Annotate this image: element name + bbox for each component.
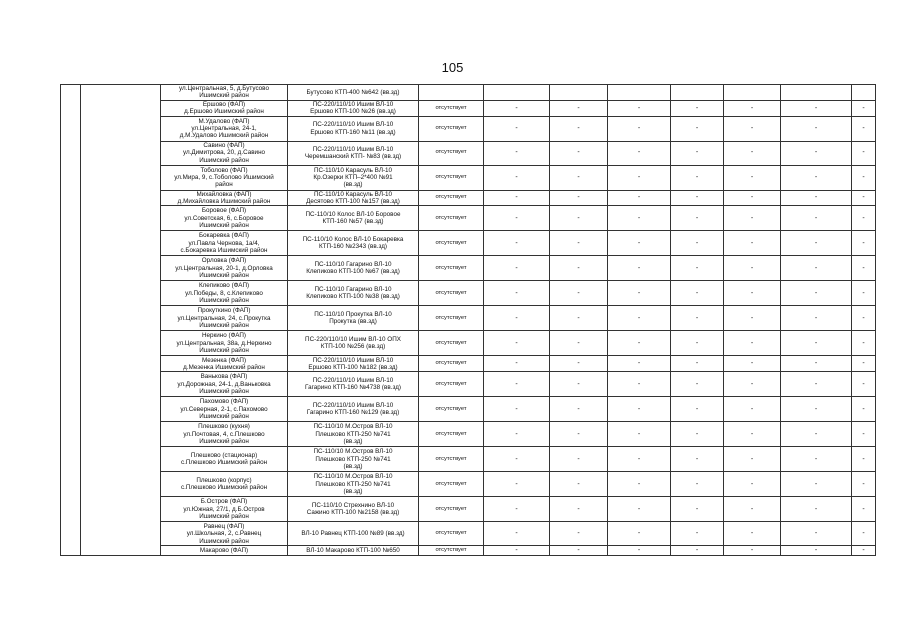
- value-cell: -: [671, 356, 724, 372]
- value-cell: -: [852, 306, 876, 331]
- value-cell: -: [608, 522, 671, 546]
- value-cell: -: [724, 206, 781, 231]
- table-row: [61, 356, 876, 372]
- value-cell: -: [671, 497, 724, 522]
- facility-address-cell: Плешково (стационар) с.Плешково Ишимский район: [161, 447, 288, 472]
- value-cell: -: [724, 546, 781, 556]
- value-cell: -: [550, 397, 608, 422]
- value-cell: -: [852, 447, 876, 472]
- power-source-cell: Бутусово КТП-400 №642 (вв.зд): [288, 85, 419, 101]
- value-cell: -: [852, 397, 876, 422]
- value-cell: -: [781, 231, 852, 256]
- power-source-cell: ПС-220/110/10 Ишим ВЛ-10 ОПХ КТП-100 №256 (вв.зд): [288, 331, 419, 356]
- value-cell: -: [724, 231, 781, 256]
- value-cell: -: [852, 331, 876, 356]
- facility-address-cell: Неркино (ФАП) ул.Центральная, 38а, д.Неркино Ишимский район: [161, 331, 288, 356]
- value-cell: -: [671, 206, 724, 231]
- facility-address-cell: Б.Остров (ФАП) ул.Южная, 27/1, д.Б.Остров Ишимский район: [161, 497, 288, 522]
- power-source-cell: ПС-110/10 М.Остров ВЛ-10 Плешково КТП-250 №741 (вв.зд): [288, 422, 419, 447]
- value-cell: -: [550, 522, 608, 546]
- value-cell: -: [781, 546, 852, 556]
- status-cell: отсутствует: [419, 397, 484, 422]
- value-cell: -: [550, 281, 608, 306]
- value-cell: -: [781, 356, 852, 372]
- value-cell: [852, 85, 876, 101]
- facility-address-cell: Боровое (ФАП) ул.Советская, 6, с.Боровое Ишимский район: [161, 206, 288, 231]
- table-row: [61, 165, 876, 190]
- facility-address-cell: Мезенка (ФАП) д.Мезенка Ишимский район: [161, 356, 288, 372]
- value-cell: -: [550, 372, 608, 397]
- value-cell: -: [724, 281, 781, 306]
- value-cell: -: [671, 331, 724, 356]
- power-source-cell: ПС-220/110/10 Ишим ВЛ-10 Гагарино КТП-160 №129 (вв.зд): [288, 397, 419, 422]
- facility-address-cell: Савино (ФАП) ул.Димитрова, 20, д.Савино Ишимский район: [161, 141, 288, 165]
- status-cell: отсутствует: [419, 522, 484, 546]
- value-cell: -: [484, 447, 550, 472]
- value-cell: -: [781, 306, 852, 331]
- value-cell: -: [608, 372, 671, 397]
- value-cell: -: [608, 190, 671, 206]
- value-cell: -: [852, 356, 876, 372]
- status-cell: отсутствует: [419, 372, 484, 397]
- value-cell: -: [608, 116, 671, 141]
- value-cell: -: [608, 306, 671, 331]
- status-cell: отсутствует: [419, 165, 484, 190]
- value-cell: -: [671, 447, 724, 472]
- value-cell: -: [852, 281, 876, 306]
- value-cell: -: [724, 522, 781, 546]
- value-cell: -: [484, 281, 550, 306]
- value-cell: -: [608, 422, 671, 447]
- power-source-cell: ПС-110/10 Гагарино ВЛ-10 Клепиково КТП-100 №67 (вв.зд): [288, 256, 419, 281]
- value-cell: -: [484, 141, 550, 165]
- facility-address-cell: Орловка (ФАП) ул.Центральная, 20-1, д.Орловка Ишимский район: [161, 256, 288, 281]
- value-cell: -: [724, 141, 781, 165]
- value-cell: -: [852, 372, 876, 397]
- value-cell: -: [608, 100, 671, 116]
- value-cell: -: [550, 141, 608, 165]
- value-cell: -: [608, 165, 671, 190]
- status-cell: отсутствует: [419, 447, 484, 472]
- status-cell: отсутствует: [419, 546, 484, 556]
- value-cell: [724, 85, 781, 101]
- value-cell: -: [550, 206, 608, 231]
- table-row: [61, 206, 876, 231]
- value-cell: -: [484, 100, 550, 116]
- value-cell: -: [724, 100, 781, 116]
- value-cell: -: [550, 356, 608, 372]
- value-cell: -: [608, 231, 671, 256]
- facility-address-cell: М.Удалово (ФАП) ул.Центральная, 24-1, д.М.Удалово Ишимский район: [161, 116, 288, 141]
- value-cell: -: [484, 256, 550, 281]
- facility-address-cell: Плешково (корпус) с.Плешково Ишимский район: [161, 472, 288, 497]
- value-cell: [608, 85, 671, 101]
- value-cell: -: [484, 497, 550, 522]
- value-cell: -: [724, 306, 781, 331]
- page-number: 105: [441, 60, 464, 75]
- power-source-cell: ПС-220/110/10 Ишим ВЛ-10 Ершово КТП-160 №11 (вв.зд): [288, 116, 419, 141]
- table-row: [61, 397, 876, 422]
- power-source-cell: ПС-110/10 Карасуль ВЛ-10 Кр.Озерки КТП–2*400 №91 (вв.зд): [288, 165, 419, 190]
- value-cell: -: [781, 522, 852, 546]
- value-cell: -: [781, 206, 852, 231]
- value-cell: -: [852, 231, 876, 256]
- value-cell: -: [852, 116, 876, 141]
- row-number-cell: [61, 85, 81, 556]
- value-cell: -: [671, 281, 724, 306]
- status-cell: отсутствует: [419, 472, 484, 497]
- value-cell: -: [484, 206, 550, 231]
- value-cell: -: [608, 497, 671, 522]
- value-cell: -: [550, 100, 608, 116]
- value-cell: -: [852, 522, 876, 546]
- value-cell: -: [550, 306, 608, 331]
- value-cell: -: [724, 372, 781, 397]
- power-source-cell: ПС-220/110/10 Ишим ВЛ-10 Ершово КТП-100 №182 (вв.зд): [288, 356, 419, 372]
- value-cell: -: [852, 141, 876, 165]
- value-cell: -: [671, 190, 724, 206]
- value-cell: -: [550, 447, 608, 472]
- value-cell: -: [781, 397, 852, 422]
- power-source-cell: ПС-110/10 Колос ВЛ-10 Боровое КТП-160 №57 (вв.зд): [288, 206, 419, 231]
- value-cell: -: [671, 231, 724, 256]
- value-cell: -: [852, 497, 876, 522]
- value-cell: -: [724, 331, 781, 356]
- value-cell: -: [550, 546, 608, 556]
- value-cell: -: [484, 472, 550, 497]
- value-cell: -: [852, 472, 876, 497]
- value-cell: -: [852, 100, 876, 116]
- table-row: [61, 85, 876, 101]
- value-cell: -: [781, 422, 852, 447]
- power-source-cell: ПС-220/110/10 Ишим ВЛ-10 Ершово КТП-100 №26 (вв.зд): [288, 100, 419, 116]
- status-cell: отсутствует: [419, 256, 484, 281]
- value-cell: -: [724, 116, 781, 141]
- status-cell: отсутствует: [419, 331, 484, 356]
- facility-address-cell: Макарово (ФАП): [161, 546, 288, 556]
- value-cell: -: [852, 546, 876, 556]
- status-cell: отсутствует: [419, 497, 484, 522]
- value-cell: -: [724, 397, 781, 422]
- value-cell: -: [724, 356, 781, 372]
- table-row: [61, 497, 876, 522]
- status-cell: отсутствует: [419, 231, 484, 256]
- facility-address-cell: Ванькова (ФАП) ул.Дорожная, 24-1, д.Ваньковка Ишимский район: [161, 372, 288, 397]
- table-body: [61, 85, 876, 556]
- value-cell: -: [484, 231, 550, 256]
- table-row: [61, 231, 876, 256]
- value-cell: -: [671, 306, 724, 331]
- value-cell: -: [484, 422, 550, 447]
- value-cell: -: [671, 472, 724, 497]
- value-cell: -: [781, 372, 852, 397]
- table-row: [61, 522, 876, 546]
- value-cell: -: [724, 165, 781, 190]
- power-source-cell: ПС-110/10 Стрехнино ВЛ-10 Сажино КТП-100 №2158 (вв.зд): [288, 497, 419, 522]
- value-cell: -: [724, 422, 781, 447]
- value-cell: -: [608, 447, 671, 472]
- table-row: [61, 256, 876, 281]
- facility-address-cell: Клепиково (ФАП) ул.Победы, 8, с.Клепиково Ишимский район: [161, 281, 288, 306]
- value-cell: -: [550, 422, 608, 447]
- facility-address-cell: ул.Центральная, 5, д.Бутусово Ишимский район: [161, 85, 288, 101]
- value-cell: -: [608, 397, 671, 422]
- value-cell: -: [781, 190, 852, 206]
- value-cell: -: [608, 281, 671, 306]
- value-cell: [484, 85, 550, 101]
- value-cell: -: [781, 331, 852, 356]
- value-cell: -: [781, 256, 852, 281]
- value-cell: -: [608, 356, 671, 372]
- status-cell: отсутствует: [419, 281, 484, 306]
- table-row: [61, 100, 876, 116]
- value-cell: -: [781, 447, 852, 472]
- value-cell: -: [781, 165, 852, 190]
- value-cell: -: [484, 397, 550, 422]
- value-cell: -: [852, 190, 876, 206]
- value-cell: -: [608, 256, 671, 281]
- power-source-cell: ПС-110/10 Колос ВЛ-10 Бокаревка КТП-160 №2343 (вв.зд): [288, 231, 419, 256]
- facility-address-cell: Прокуткино (ФАП) ул.Центральная, 24, с.Прокутка Ишимский район: [161, 306, 288, 331]
- value-cell: -: [671, 100, 724, 116]
- value-cell: -: [852, 422, 876, 447]
- status-cell: отсутствует: [419, 306, 484, 331]
- value-cell: -: [671, 372, 724, 397]
- value-cell: -: [671, 141, 724, 165]
- value-cell: -: [724, 497, 781, 522]
- value-cell: -: [608, 331, 671, 356]
- value-cell: -: [671, 165, 724, 190]
- status-cell: отсутствует: [419, 206, 484, 231]
- facility-address-cell: Тоболово (ФАП) ул.Мира, 9, с.Тоболово Ишимский район: [161, 165, 288, 190]
- value-cell: -: [608, 206, 671, 231]
- value-cell: -: [550, 116, 608, 141]
- facility-address-cell: Михайловка (ФАП) д.Михайловка Ишимский район: [161, 190, 288, 206]
- status-cell: [419, 85, 484, 101]
- value-cell: -: [484, 522, 550, 546]
- value-cell: -: [671, 256, 724, 281]
- value-cell: -: [781, 472, 852, 497]
- district-cell: [81, 85, 161, 556]
- table-row: [61, 372, 876, 397]
- value-cell: -: [550, 497, 608, 522]
- table-row: [61, 281, 876, 306]
- status-cell: отсутствует: [419, 141, 484, 165]
- value-cell: -: [852, 256, 876, 281]
- status-cell: отсутствует: [419, 422, 484, 447]
- power-source-cell: ВЛ-10 Макарово КТП-100 №650: [288, 546, 419, 556]
- table-row: [61, 306, 876, 331]
- facility-address-cell: Бокаревка (ФАП) ул.Павла Чернова, 1а/4, с.Бокаревка Ишимский район: [161, 231, 288, 256]
- value-cell: -: [484, 356, 550, 372]
- facilities-table: [60, 84, 876, 556]
- value-cell: -: [724, 190, 781, 206]
- power-source-cell: ПС-110/10 М.Остров ВЛ-10 Плешково КТП-250 №741 (вв.зд): [288, 447, 419, 472]
- status-cell: отсутствует: [419, 100, 484, 116]
- power-source-cell: ПС-110/10 М.Остров ВЛ-10 Плешково КТП-250 №741 (вв.зд): [288, 472, 419, 497]
- table-row: [61, 331, 876, 356]
- power-source-cell: ПС-220/110/10 Ишим ВЛ-10 Черемшанский КТП- №83 (вв.зд): [288, 141, 419, 165]
- value-cell: -: [724, 447, 781, 472]
- table-row: [61, 472, 876, 497]
- power-source-cell: ВЛ-10 Равнец КТП-100 №89 (вв.зд): [288, 522, 419, 546]
- table-row: [61, 422, 876, 447]
- value-cell: -: [608, 472, 671, 497]
- value-cell: -: [781, 497, 852, 522]
- value-cell: -: [724, 256, 781, 281]
- value-cell: -: [781, 281, 852, 306]
- value-cell: -: [724, 472, 781, 497]
- value-cell: -: [671, 422, 724, 447]
- value-cell: -: [550, 331, 608, 356]
- facility-address-cell: Ершово (ФАП) д.Ершово Ишимский район: [161, 100, 288, 116]
- value-cell: -: [484, 372, 550, 397]
- value-cell: -: [781, 141, 852, 165]
- value-cell: -: [608, 141, 671, 165]
- value-cell: -: [671, 522, 724, 546]
- value-cell: -: [550, 231, 608, 256]
- value-cell: -: [550, 472, 608, 497]
- power-source-cell: ПС-110/10 Прокутка ВЛ-10 Прокутка (вв.зд): [288, 306, 419, 331]
- value-cell: -: [781, 100, 852, 116]
- status-cell: отсутствует: [419, 116, 484, 141]
- status-cell: отсутствует: [419, 356, 484, 372]
- value-cell: -: [550, 165, 608, 190]
- value-cell: -: [781, 116, 852, 141]
- value-cell: -: [484, 116, 550, 141]
- value-cell: [781, 85, 852, 101]
- value-cell: -: [671, 397, 724, 422]
- facility-address-cell: Пахомово (ФАП) ул.Северная, 2-1, с.Пахомово Ишимский район: [161, 397, 288, 422]
- value-cell: -: [852, 206, 876, 231]
- value-cell: -: [484, 546, 550, 556]
- value-cell: [550, 85, 608, 101]
- table-row: [61, 141, 876, 165]
- table-row: [61, 447, 876, 472]
- value-cell: -: [852, 165, 876, 190]
- power-source-cell: ПС-110/10 Гагарино ВЛ-10 Клепиково КТП-100 №38 (вв.зд): [288, 281, 419, 306]
- value-cell: -: [484, 331, 550, 356]
- table-row: [61, 546, 876, 556]
- power-source-cell: ПС-110/10 Карасуль ВЛ-10 Десятово КТП-100 №157 (вв.зд): [288, 190, 419, 206]
- value-cell: -: [484, 190, 550, 206]
- status-cell: отсутствует: [419, 190, 484, 206]
- value-cell: -: [484, 165, 550, 190]
- value-cell: -: [671, 546, 724, 556]
- value-cell: -: [484, 306, 550, 331]
- table-row: [61, 190, 876, 206]
- facility-address-cell: Плешково (кухня) ул.Почтовая, 4, с.Плешково Ишимский район: [161, 422, 288, 447]
- value-cell: [671, 85, 724, 101]
- facility-address-cell: Равнец (ФАП) ул.Школьная, 2, с.Равнец Ишимский район: [161, 522, 288, 546]
- value-cell: -: [608, 546, 671, 556]
- value-cell: -: [550, 256, 608, 281]
- table-row: [61, 116, 876, 141]
- value-cell: -: [671, 116, 724, 141]
- power-source-cell: ПС-220/110/10 Ишим ВЛ-10 Гагарино КТП-160 №4738 (вв.зд): [288, 372, 419, 397]
- value-cell: -: [550, 190, 608, 206]
